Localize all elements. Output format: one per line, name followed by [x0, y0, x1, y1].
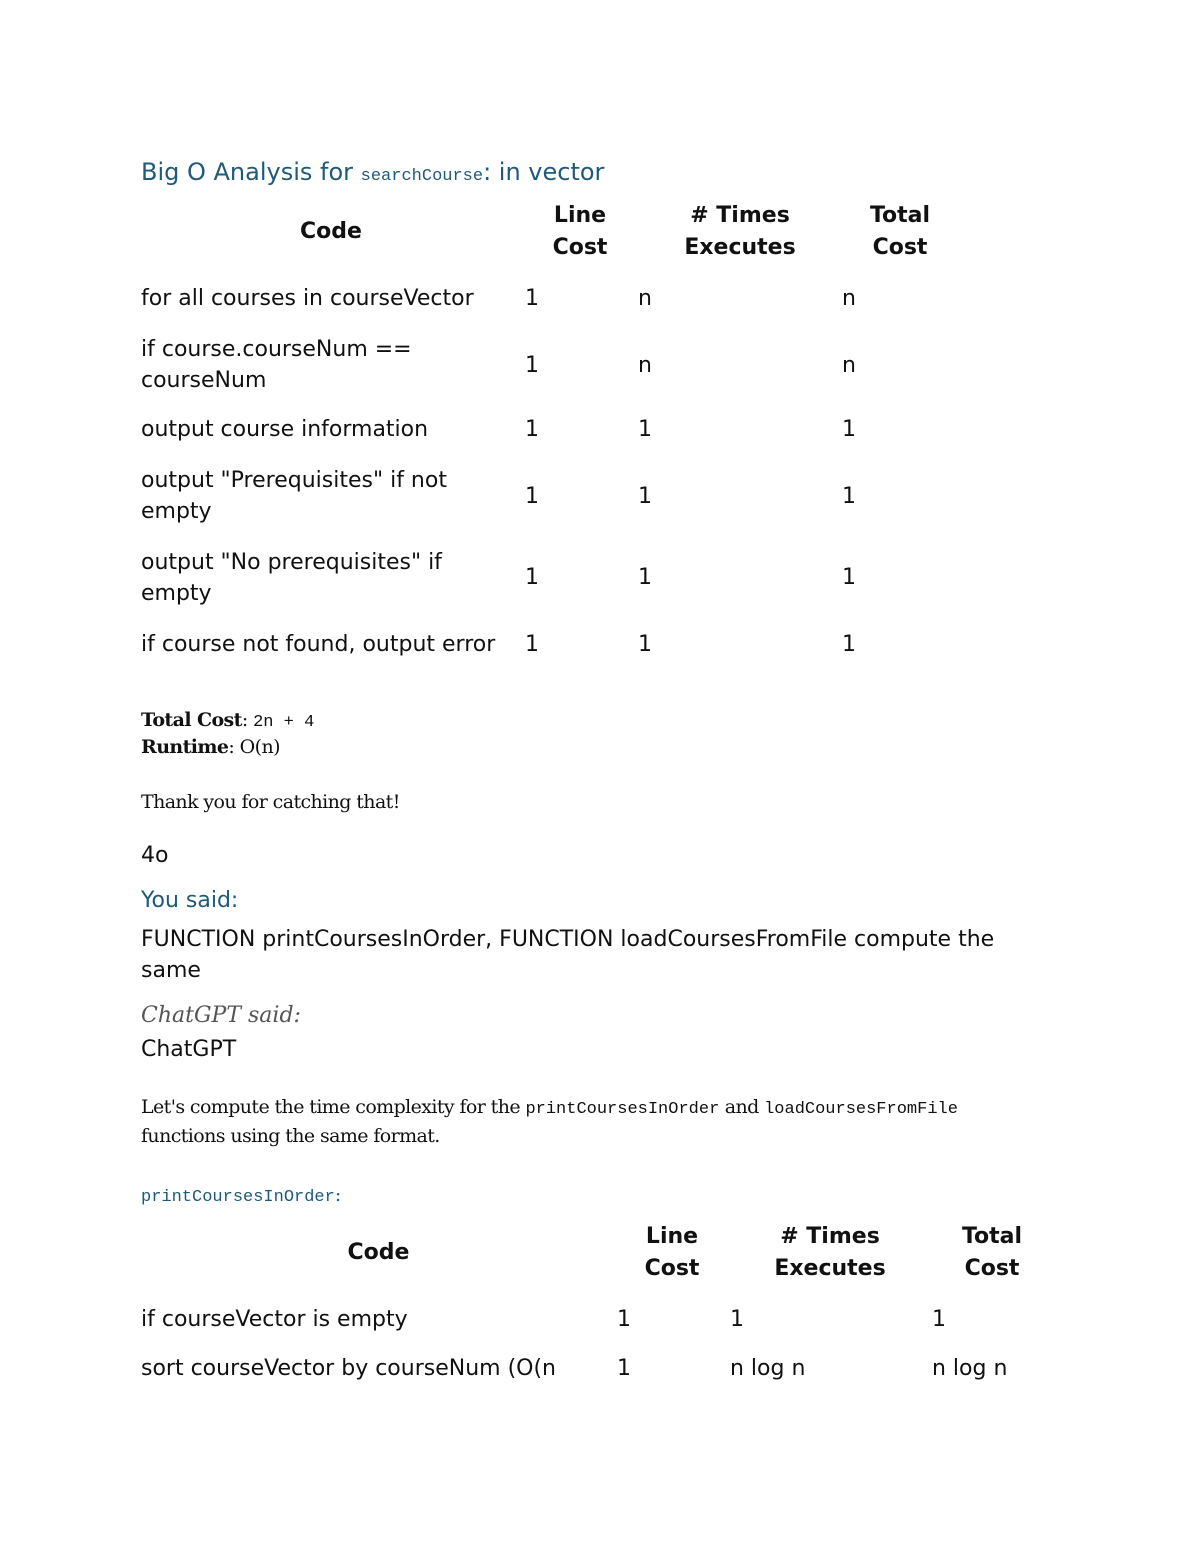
table2-row-1-code: sort courseVector by courseNum (O(n — [141, 1356, 556, 1381]
table1-row-5-code — [141, 629, 495, 660]
intro-text-a: Let's compute the time complexity for the — [141, 1096, 526, 1118]
table1-row-0-code-text: for all courses in courseVector — [141, 286, 474, 311]
table2-header-total-line1: Total — [961, 1224, 1023, 1249]
section2-title-suffix: : — [334, 1184, 342, 1206]
table2-header-line-cost-line2: Cost — [644, 1256, 700, 1281]
user-message-line1: FUNCTION printCoursesInOrder, FUNCTION loadCoursesFromFile compute the — [141, 927, 995, 952]
table1-row-4-code-line1: output "No prerequisites" if — [141, 550, 442, 575]
table1-row-2-code — [141, 414, 428, 445]
section-title-code: searchCourse — [360, 167, 484, 186]
you-said-label: You said: — [141, 888, 239, 913]
table1-row-3-code-line2: empty — [141, 499, 212, 524]
table1-header-line-cost — [530, 200, 630, 264]
thanks-text: Thank you for catching that! — [141, 791, 400, 813]
section-title-print-courses — [141, 1184, 341, 1207]
table2-header-times-line1: # Times — [780, 1224, 880, 1249]
table1-row-3-code — [141, 465, 447, 527]
total-cost-label: Total Cost — [141, 709, 242, 731]
table2-header-total-line2: Cost — [964, 1256, 1020, 1281]
table1-row-3-code-line1: output "Prerequisites" if not — [141, 468, 447, 493]
table2-header-line-cost-line1: Line — [645, 1224, 699, 1249]
total-cost-value: 2n + 4 — [253, 713, 315, 732]
table1-row-0-line-cost: 1 — [525, 286, 539, 311]
table1-row-2-line-cost: 1 — [525, 417, 539, 442]
table1-header-line-cost-line1: Line — [553, 203, 607, 228]
chatgpt-said-label: ChatGPT said: — [141, 1003, 301, 1028]
table1-header-total-line1: Total — [869, 203, 931, 228]
table1-row-2-code-text: output course information — [141, 417, 429, 442]
runtime-line — [141, 736, 280, 758]
user-message — [141, 924, 994, 986]
intro-line-2: functions using the same format. — [141, 1125, 440, 1147]
table1-row-1-code — [141, 334, 412, 396]
table1-header-total — [845, 200, 955, 264]
table1-row-4-total: 1 — [842, 565, 856, 590]
table1-header-times — [665, 200, 815, 264]
table1-row-5-times: 1 — [638, 632, 652, 657]
table2-row-1-total: n log n — [932, 1356, 1008, 1381]
table1-header-total-line2: Cost — [872, 235, 928, 260]
table1-row-3-total: 1 — [842, 484, 856, 509]
section-title-prefix: Big O Analysis for — [141, 158, 361, 186]
table2-header-total — [937, 1221, 1047, 1285]
section-title-suffix: : in vector — [483, 158, 605, 186]
table2-row-0-code: if courseVector is empty — [141, 1307, 408, 1332]
table1-header-times-line1: # Times — [690, 203, 790, 228]
table1-row-3-line-cost: 1 — [525, 484, 539, 509]
section-title-search-course — [141, 158, 604, 186]
table1-row-1-line-cost: 1 — [525, 353, 539, 378]
table1-row-1-total: n — [842, 353, 856, 378]
table1-row-0-times: n — [638, 286, 652, 311]
table1-row-4-line-cost: 1 — [525, 565, 539, 590]
section2-title-code: printCoursesInOrder — [141, 1188, 335, 1207]
table2-row-1-times: n log n — [730, 1356, 806, 1381]
intro-code-print: printCoursesInOrder — [525, 1100, 720, 1119]
model-label: 4o — [141, 843, 169, 868]
table2-row-0-times: 1 — [730, 1307, 744, 1332]
table1-row-4-code-line2: empty — [141, 581, 212, 606]
total-cost-line — [141, 709, 314, 732]
table1-row-0-total: n — [842, 286, 856, 311]
runtime-sep: : — [228, 736, 240, 758]
table1-row-1-times: n — [638, 353, 652, 378]
table2-header-code: Code — [347, 1240, 410, 1265]
table1-row-2-times: 1 — [638, 417, 652, 442]
table2-row-0-line-cost: 1 — [617, 1307, 631, 1332]
table1-row-4-code — [141, 547, 442, 609]
table1-row-4-times: 1 — [638, 565, 652, 590]
user-message-line2: same — [141, 958, 201, 983]
table1-header-times-line2: Executes — [684, 235, 796, 260]
table1-row-2-total: 1 — [842, 417, 856, 442]
intro-line-1 — [141, 1096, 958, 1119]
intro-text-b: and — [719, 1096, 765, 1118]
table2-header-times — [755, 1221, 905, 1285]
table2-row-0-total: 1 — [932, 1307, 946, 1332]
table1-header-code: Code — [300, 219, 362, 244]
table2-row-1-line-cost: 1 — [617, 1356, 631, 1381]
runtime-label: Runtime — [141, 736, 229, 758]
table1-header-line-cost-line2: Cost — [552, 235, 608, 260]
table1-row-1-code-line1: if course.courseNum == — [141, 337, 412, 362]
table1-row-5-code-text: if course not found, output error — [141, 632, 496, 657]
table2-header-times-line2: Executes — [774, 1256, 886, 1281]
table1-row-3-times: 1 — [638, 484, 652, 509]
table1-row-0-code — [141, 283, 474, 314]
table1-row-1-code-line2: courseNum — [141, 368, 267, 393]
runtime-value: O(n) — [239, 736, 280, 758]
chatgpt-name: ChatGPT — [141, 1037, 237, 1062]
table2-header-line-cost — [622, 1221, 722, 1285]
intro-code-load: loadCoursesFromFile — [764, 1100, 958, 1119]
table1-row-5-total: 1 — [842, 632, 856, 657]
table1-row-5-line-cost: 1 — [525, 632, 539, 657]
total-cost-sep: : — [241, 709, 254, 731]
